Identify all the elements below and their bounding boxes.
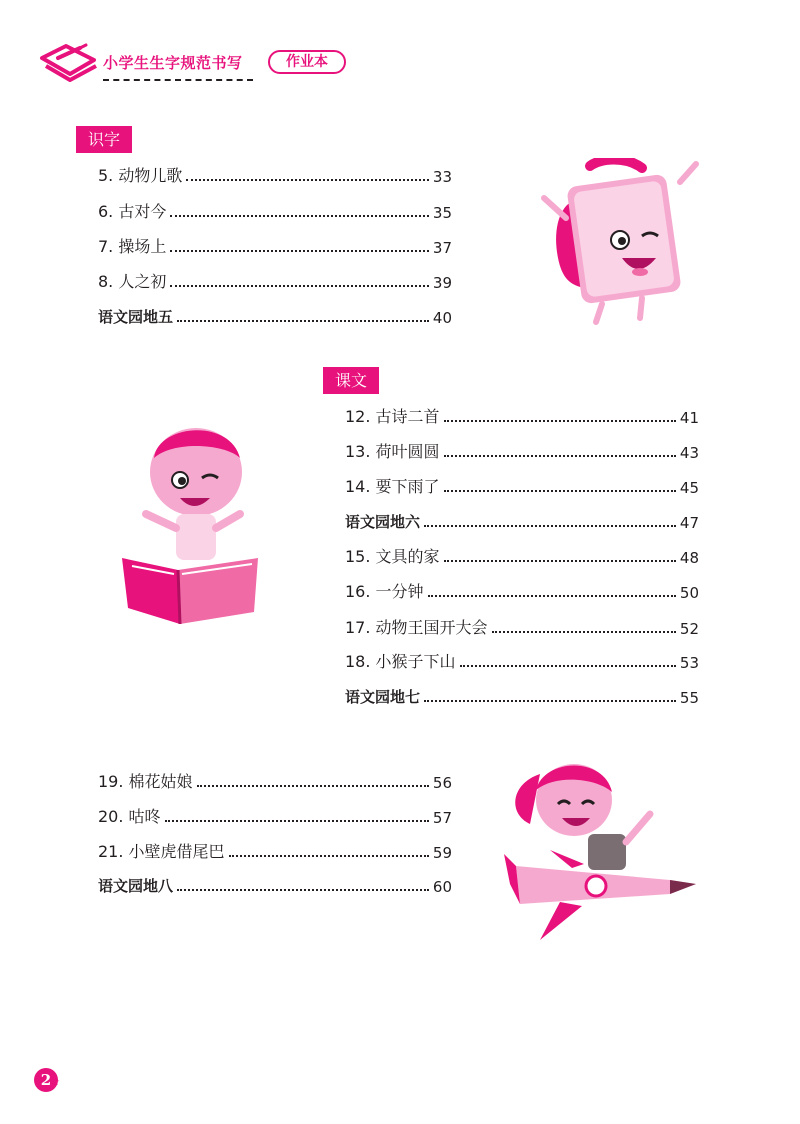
toc-entry[interactable] [345, 578, 699, 602]
dot-leader [229, 855, 429, 857]
dot-leader [444, 455, 676, 457]
dot-leader [428, 595, 676, 597]
dot-leader [444, 420, 676, 422]
toc-entry[interactable] [345, 648, 699, 672]
toc-entry-title: 17. 动物王国开大会 [345, 618, 488, 637]
book-mascot-illustration [530, 158, 710, 328]
toc-entry[interactable] [98, 162, 452, 186]
toc-entry-title: 18. 小猴子下山 [345, 652, 456, 671]
dot-leader [424, 525, 676, 527]
toc-entry-title: 21. 小壁虎借尾巴 [98, 842, 225, 861]
toc-entry-title: 15. 文具的家 [345, 547, 440, 566]
toc-entry-page: 53 [679, 654, 699, 672]
toc-entry-title: 19. 棉花姑娘 [98, 772, 193, 791]
toc-entry[interactable] [98, 768, 452, 792]
section-tag-kewen: 课文 [323, 367, 379, 394]
toc-entry-title: 语文园地六 [345, 513, 421, 531]
toc-entry-title: 7. 操场上 [98, 237, 167, 256]
toc-entry-page: 47 [679, 514, 699, 532]
toc-entry[interactable] [345, 614, 699, 638]
dot-leader [186, 179, 429, 181]
toc-entry-page: 55 [679, 689, 699, 707]
dot-leader [170, 285, 429, 287]
dot-leader [444, 490, 676, 492]
toc-entry-title: 14. 要下雨了 [345, 477, 440, 496]
dot-leader [460, 665, 676, 667]
toc-entry-title: 13. 荷叶圆圆 [345, 442, 440, 461]
toc-entry-page: 60 [432, 878, 452, 896]
boy-reading-illustration [118, 418, 266, 630]
toc-entry-page: 35 [432, 204, 452, 222]
toc-entry-page: 48 [679, 549, 699, 567]
toc-entry-page: 41 [679, 409, 699, 427]
toc-entry-title: 语文园地七 [345, 688, 421, 706]
dot-leader [177, 320, 429, 322]
dot-leader [492, 631, 676, 633]
notebook-pencil-icon [36, 40, 102, 84]
toc-entry-page: 52 [679, 620, 699, 638]
dot-leader [170, 215, 429, 217]
toc-entry-page: 59 [432, 844, 452, 862]
toc-entry[interactable] [98, 803, 452, 827]
toc-entry-title: 16. 一分钟 [345, 582, 424, 601]
toc-entry[interactable] [345, 473, 699, 497]
star-icon: ☆ [51, 1077, 60, 1088]
toc-entry[interactable] [345, 683, 699, 707]
toc-entry-title: 语文园地五 [98, 308, 174, 326]
dot-leader [177, 889, 429, 891]
toc-entry[interactable] [98, 198, 452, 222]
toc-entry-title: 语文园地八 [98, 877, 174, 895]
section-tag-shizi: 识字 [76, 126, 132, 153]
toc-entry[interactable] [98, 303, 452, 327]
toc-entry[interactable] [345, 543, 699, 567]
toc-entry[interactable] [98, 838, 452, 862]
book-series-title: 小学生生字规范书写 [103, 54, 243, 72]
workbook-badge: 作业本 [268, 50, 346, 74]
toc-entry-title: 12. 古诗二首 [345, 407, 440, 426]
toc-entry-title: 5. 动物儿歌 [98, 166, 183, 185]
toc-entry-page: 57 [432, 809, 452, 827]
toc-entry-page: 40 [432, 309, 452, 327]
toc-entry-page: 43 [679, 444, 699, 462]
dot-leader [165, 820, 429, 822]
header-dashed-rule [103, 79, 253, 81]
dot-leader [170, 250, 429, 252]
toc-entry-page: 45 [679, 479, 699, 497]
toc-entry[interactable] [345, 508, 699, 532]
toc-entry[interactable] [345, 438, 699, 462]
toc-entry[interactable] [98, 872, 452, 896]
page-number: 2 [34, 1068, 58, 1092]
girl-rocket-illustration [500, 754, 700, 944]
toc-entry-title: 6. 古对今 [98, 202, 167, 221]
toc-entry-title: 20. 咕咚 [98, 807, 161, 826]
dot-leader [424, 700, 676, 702]
dot-leader [197, 785, 429, 787]
toc-entry-page: 56 [432, 774, 452, 792]
toc-entry-page: 50 [679, 584, 699, 602]
toc-entry-page: 39 [432, 274, 452, 292]
toc-entry[interactable] [98, 268, 452, 292]
toc-entry-title: 8. 人之初 [98, 272, 167, 291]
toc-entry[interactable] [345, 403, 699, 427]
toc-entry-page: 33 [432, 168, 452, 186]
toc-entry[interactable] [98, 233, 452, 257]
toc-entry-page: 37 [432, 239, 452, 257]
dot-leader [444, 560, 676, 562]
